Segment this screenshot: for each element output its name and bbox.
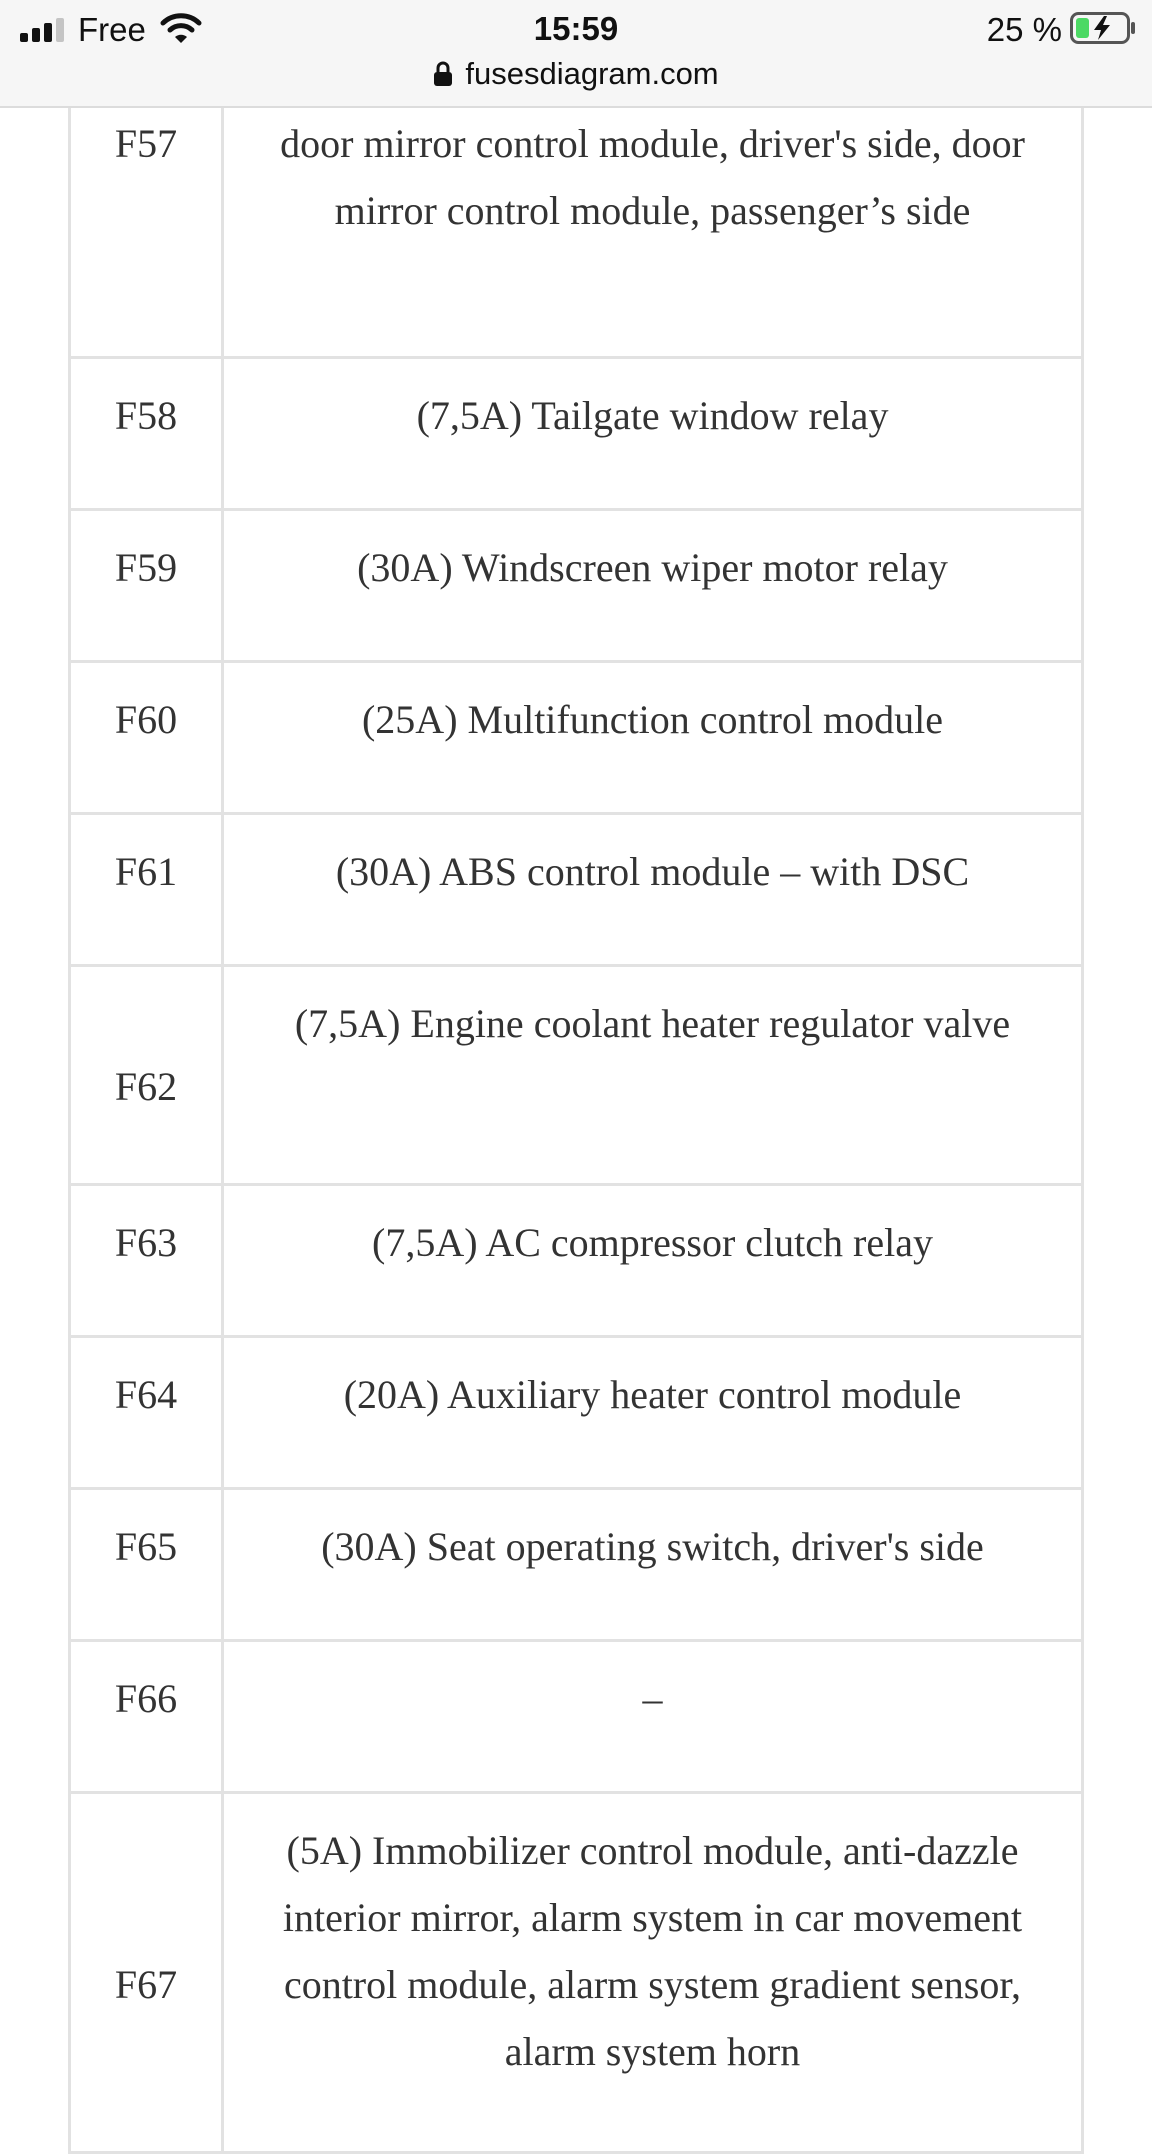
fuse-id: F66 <box>70 1641 223 1793</box>
fuse-id: F57 <box>70 86 223 358</box>
table-row <box>70 358 1083 510</box>
battery-percentage: 25 % <box>986 11 1062 48</box>
fuse-description: (25A) Multifunction control module <box>223 662 1083 814</box>
fuse-description: (20A) Auxiliary heater control module <box>223 1337 1083 1489</box>
table-row <box>70 966 1083 1185</box>
table-row <box>70 510 1083 662</box>
page-content <box>0 108 1152 2074</box>
fuse-description: (7,5A) AC compressor clutch relay <box>223 1185 1083 1337</box>
table-row <box>70 1793 1083 2153</box>
fuse-id: F65 <box>70 1489 223 1641</box>
table-row <box>70 1337 1083 1489</box>
battery-charging-icon <box>1070 12 1136 44</box>
table-row <box>70 1641 1083 1793</box>
url-bar[interactable] <box>0 54 1152 94</box>
fuse-description: (5A) Immobilizer control module, anti-dazzle interior mirror, alarm system in car movement control module, alarm system gradient sensor, alarm system horn <box>223 1793 1083 2153</box>
table-row <box>70 662 1083 814</box>
table-row <box>70 86 1083 358</box>
fuse-description: (30A) ABS control module – with DSC <box>223 814 1083 966</box>
fuse-description: (7,5A) Engine coolant heater regulator valve <box>223 966 1083 1185</box>
fuse-description: door mirror control module, driver's side, door mirror control module, passenger’s side <box>223 86 1083 358</box>
lock-icon <box>433 61 453 87</box>
site-url: fusesdiagram.com <box>465 56 719 91</box>
fuse-id: F61 <box>70 814 223 966</box>
fuse-description: (30A) Windscreen wiper motor relay <box>223 510 1083 662</box>
table-row <box>70 814 1083 966</box>
fuse-id: F58 <box>70 358 223 510</box>
fuse-description: – <box>223 1641 1083 1793</box>
fuse-id: F62 <box>70 966 223 1185</box>
fuse-description: (30A) Seat operating switch, driver's side <box>223 1489 1083 1641</box>
fuse-description: (7,5A) Tailgate window relay <box>223 358 1083 510</box>
fuse-id: F60 <box>70 662 223 814</box>
fuse-id: F63 <box>70 1185 223 1337</box>
carrier-name: Free <box>78 11 146 48</box>
fuse-id: F59 <box>70 510 223 662</box>
table-row <box>70 1185 1083 1337</box>
status-bar <box>0 0 1152 108</box>
table-row <box>70 1489 1083 1641</box>
fuse-id: F64 <box>70 1337 223 1489</box>
fuse-table <box>68 84 1084 2154</box>
fuse-id: F67 <box>70 1793 223 2153</box>
clock: 15:59 <box>533 10 619 47</box>
